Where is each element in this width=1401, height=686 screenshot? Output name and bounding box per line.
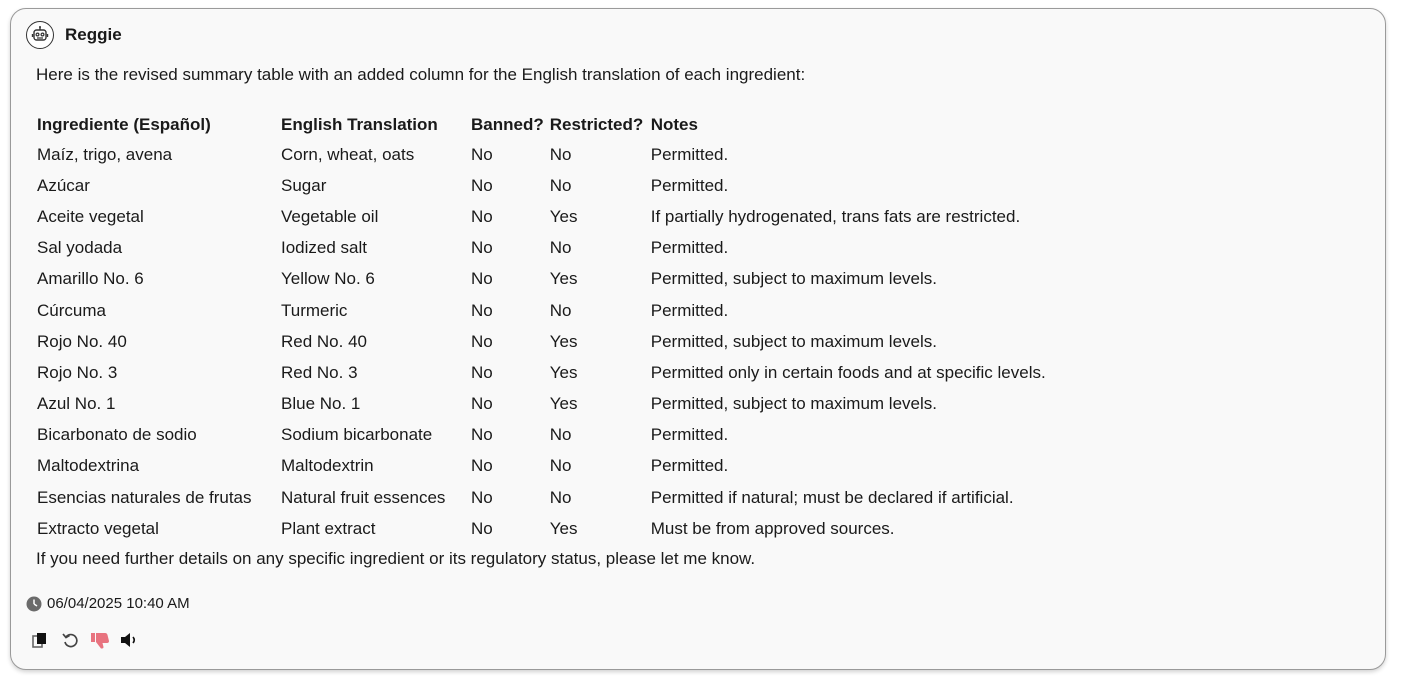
- cell-ingredient-es: Cúrcuma: [37, 300, 106, 320]
- cell-banned: No: [471, 331, 493, 351]
- table-row: [34, 389, 1049, 420]
- cell-notes: Permitted.: [650, 456, 729, 476]
- cell-banned: No: [471, 487, 493, 507]
- cell-ingredient-es: Sal yodada: [37, 238, 123, 258]
- table-row: [34, 357, 1049, 388]
- cell-ingredient-es: Azul No. 1: [37, 394, 116, 414]
- table-row: [34, 326, 1049, 357]
- cell-notes: Permitted.: [650, 175, 729, 195]
- cell-banned: No: [471, 269, 493, 289]
- message-header: [26, 21, 122, 49]
- header-ingredient-es: Ingrediente (Español): [37, 114, 211, 134]
- cell-banned: No: [471, 144, 493, 164]
- regenerate-button[interactable]: [60, 630, 80, 650]
- message-outro: If you need further details on any specific ingredient or its regulatory status, please let me know.: [36, 549, 756, 568]
- cell-notes: Permitted, subject to maximum levels.: [650, 269, 937, 289]
- cell-english: Red No. 3: [281, 362, 358, 382]
- regenerate-icon: [61, 631, 79, 649]
- message-timestamp: [26, 595, 190, 612]
- cell-restricted: Yes: [549, 362, 578, 382]
- cell-english: Maltodextrin: [281, 456, 374, 476]
- cell-english: Iodized salt: [281, 238, 367, 258]
- thumbs-down-button[interactable]: [90, 630, 110, 650]
- header-restricted: Restricted?: [549, 114, 644, 134]
- cell-english: Red No. 40: [281, 331, 367, 351]
- cell-english: Blue No. 1: [281, 394, 361, 414]
- cell-notes: If partially hydrogenated, trans fats are restricted.: [650, 206, 1021, 226]
- timestamp-text: 06/04/2025 10:40 AM: [47, 595, 190, 612]
- cell-banned: No: [471, 206, 493, 226]
- cell-ingredient-es: Aceite vegetal: [37, 206, 144, 226]
- sender-name: Reggie: [65, 25, 122, 44]
- cell-english: Sugar: [281, 175, 327, 195]
- cell-restricted: Yes: [549, 518, 578, 538]
- cell-restricted: Yes: [549, 206, 578, 226]
- cell-english: Corn, wheat, oats: [281, 144, 415, 164]
- cell-restricted: No: [549, 456, 572, 476]
- cell-english: Turmeric: [281, 300, 348, 320]
- cell-notes: Permitted only in certain foods and at specific levels.: [650, 362, 1046, 382]
- table-row: [34, 420, 1049, 451]
- cell-english: Plant extract: [281, 518, 376, 538]
- table-row: [34, 233, 1049, 264]
- cell-notes: Permitted, subject to maximum levels.: [650, 394, 937, 414]
- cell-notes: Permitted.: [650, 300, 729, 320]
- table-header-row: [34, 110, 1049, 139]
- chat-message-card: [10, 8, 1386, 670]
- cell-restricted: Yes: [549, 331, 578, 351]
- table-row: [34, 201, 1049, 232]
- table-row: [34, 139, 1049, 170]
- cell-restricted: No: [549, 300, 572, 320]
- cell-restricted: No: [549, 238, 572, 258]
- cell-banned: No: [471, 175, 493, 195]
- cell-ingredient-es: Extracto vegetal: [37, 518, 159, 538]
- summary-table: [34, 110, 1049, 544]
- cell-banned: No: [471, 300, 493, 320]
- cell-ingredient-es: Maltodextrina: [37, 456, 140, 476]
- table-row: [34, 482, 1049, 513]
- table-row: [34, 264, 1049, 295]
- cell-english: Vegetable oil: [281, 206, 379, 226]
- table-row: [34, 513, 1049, 544]
- table-row: [34, 170, 1049, 201]
- cell-ingredient-es: Maíz, trigo, avena: [37, 144, 173, 164]
- cell-ingredient-es: Rojo No. 40: [37, 331, 127, 351]
- cell-banned: No: [471, 456, 493, 476]
- speaker-button[interactable]: [120, 630, 140, 650]
- table-row: [34, 295, 1049, 326]
- cell-banned: No: [471, 425, 493, 445]
- cell-banned: No: [471, 362, 493, 382]
- cell-notes: Permitted.: [650, 144, 729, 164]
- header-banned: Banned?: [471, 114, 544, 134]
- cell-ingredient-es: Bicarbonato de sodio: [37, 425, 197, 445]
- cell-restricted: No: [549, 175, 572, 195]
- speaker-icon: [120, 631, 140, 649]
- copy-button[interactable]: [30, 630, 50, 650]
- cell-ingredient-es: Azúcar: [37, 175, 90, 195]
- cell-english: Natural fruit essences: [281, 487, 446, 507]
- cell-notes: Permitted, subject to maximum levels.: [650, 331, 937, 351]
- header-notes: Notes: [650, 114, 698, 134]
- cell-restricted: Yes: [549, 269, 578, 289]
- message-intro: Here is the revised summary table with an added column for the English translation of each ingredient:: [36, 65, 806, 84]
- cell-banned: No: [471, 518, 493, 538]
- clock-icon: [26, 596, 42, 612]
- cell-banned: No: [471, 238, 493, 258]
- header-english-translation: English Translation: [281, 114, 438, 134]
- cell-notes: Permitted if natural; must be declared if artificial.: [650, 487, 1014, 507]
- cell-ingredient-es: Esencias naturales de frutas: [37, 487, 252, 507]
- table-row: [34, 451, 1049, 482]
- cell-ingredient-es: Rojo No. 3: [37, 362, 118, 382]
- robot-icon: [26, 21, 54, 49]
- cell-ingredient-es: Amarillo No. 6: [37, 269, 144, 289]
- cell-banned: No: [471, 394, 493, 414]
- cell-notes: Must be from approved sources.: [650, 518, 895, 538]
- cell-restricted: Yes: [549, 394, 578, 414]
- thumbs-down-icon: [90, 631, 110, 649]
- cell-notes: Permitted.: [650, 238, 729, 258]
- copy-icon: [31, 631, 49, 649]
- cell-restricted: No: [549, 425, 572, 445]
- table-body: [34, 139, 1049, 544]
- cell-restricted: No: [549, 487, 572, 507]
- cell-english: Sodium bicarbonate: [281, 425, 433, 445]
- message-actions: [30, 630, 150, 650]
- cell-notes: Permitted.: [650, 425, 729, 445]
- cell-restricted: No: [549, 144, 572, 164]
- cell-english: Yellow No. 6: [281, 269, 375, 289]
